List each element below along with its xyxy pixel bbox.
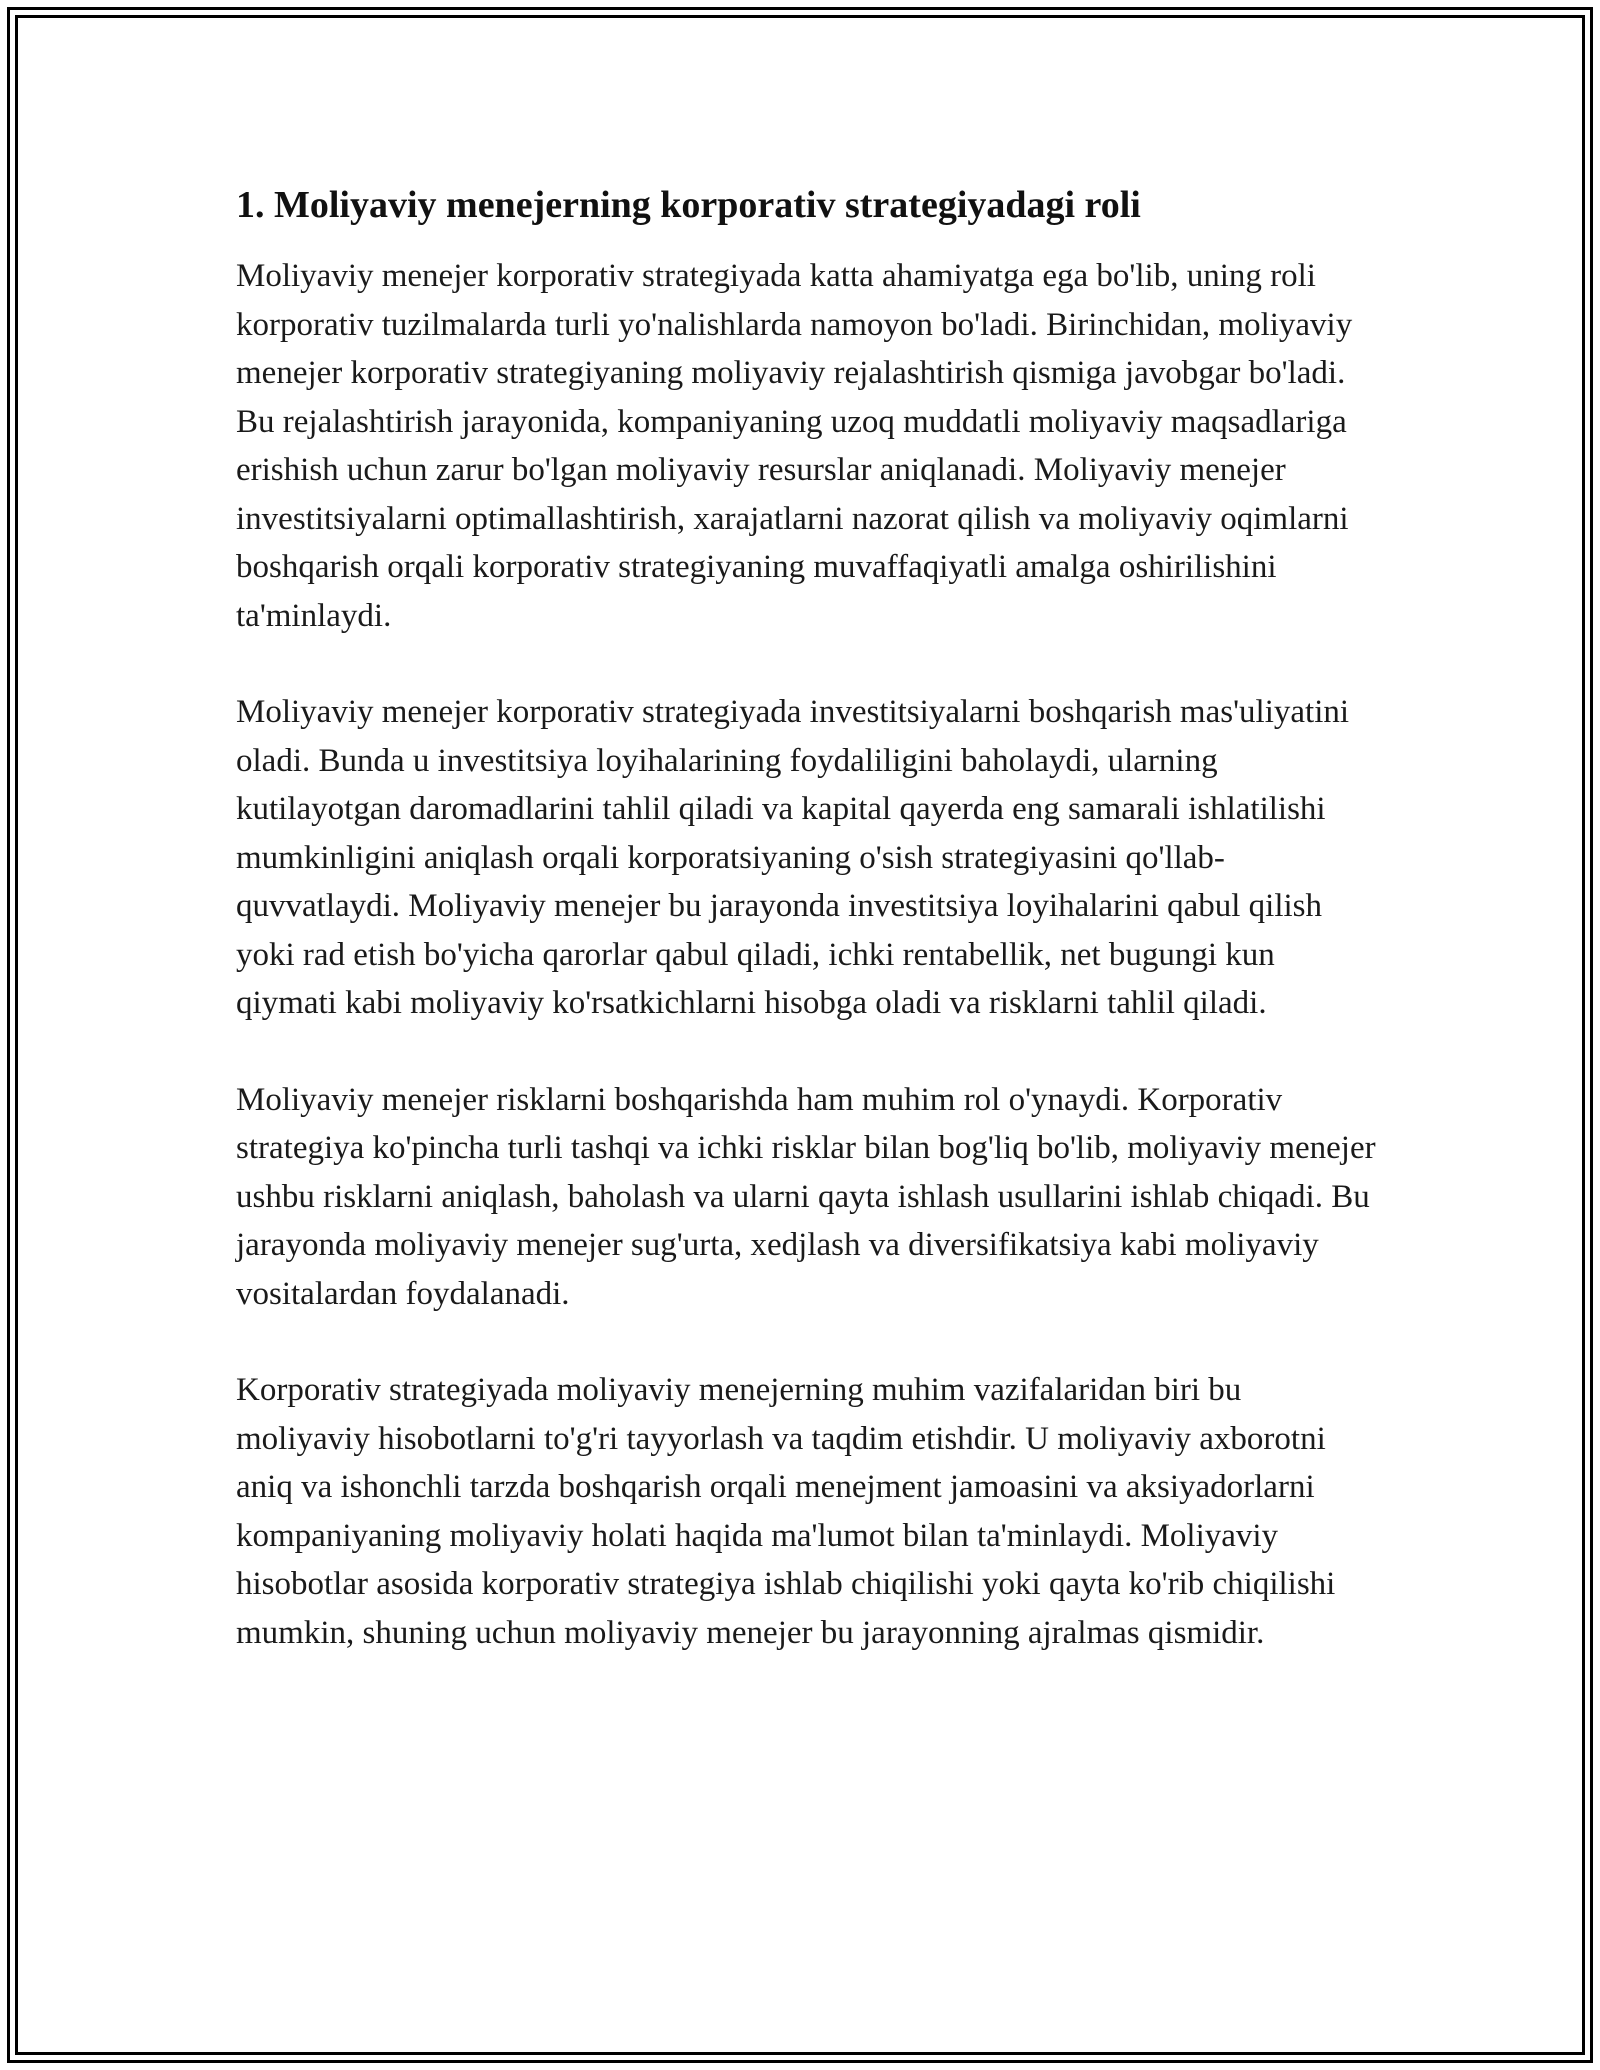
paragraph-financial-planning: Moliyaviy menejer korporativ strategiyada katta ahamiyatga ega bo'lib, uning roli korporativ tuzilmalarda turli yo'nalishlarda namoyon bo'ladi. Birinchidan, moliyaviy menejer korporativ strategiyaning moliyaviy rejalashtirish qismiga javobgar bo'ladi. Bu rejalashtirish jarayonida, kompaniyaning uzoq muddatli moliyaviy maqsadlariga erishish uchun zarur bo'lgan moliyaviy resurslar aniqlanadi. Moliyaviy menejer investitsiyalarni optimallashtirish, xarajatlarni nazorat qilish va moliyaviy oqimlarni boshqarish orqali korporativ strategiyaning muvaffaqiyatli amalga oshirilishini ta'minlaydi. — [236, 258, 1353, 634]
paragraph-investment-management: Moliyaviy menejer korporativ strategiyada investitsiyalarni boshqarish mas'uliyatini oladi. Bunda u investitsiya loyihalarining foydaliligini baholaydi, ularning kutilayotgan daromadlarini tahlil qiladi va kapital qayerda eng samarali ishlatilishi mumkinligini aniqlash orqali korporatsiyaning o'sish strategiyasini qo'llab-quvvatlaydi. Moliyaviy menejer bu jarayonda investitsiya loyihalarini qabul qilish yoki rad etish bo'yicha qarorlar qabul qiladi, ichki rentabellik, net bugungi kun qiymati kabi moliyaviy ko'rsatkichlarni hisobga oladi va risklarni tahlil qiladi. — [236, 694, 1350, 1021]
paragraph-risk-management: Moliyaviy menejer risklarni boshqarishda ham muhim rol o'ynaydi. Korporativ strategiya ko'pincha turli tashqi va ichki risklar bilan bog'liq bo'lib, moliyaviy menejer ushbu risklarni aniqlash, baholash va ularni qayta ishlash usullarini ishlab chiqadi. Bu jarayonda moliyaviy menejer sug'urta, xedjlash va diversifikatsiya kabi moliyaviy vositalardan foydalanadi. — [236, 1081, 1376, 1312]
section-heading: 1. Moliyaviy menejerning korporativ strategiyadagi roli — [236, 184, 1141, 226]
paragraph-financial-reporting: Korporativ strategiyada moliyaviy menejerning muhim vazifalaridan biri bu moliyaviy hisobotlarni to'g'ri tayyorlash va taqdim etishdir. U moliyaviy axborotni aniq va ishonchli tarzda boshqarish orqali menejment jamoasini va aksiyadorlarni kompaniyaning moliyaviy holati haqida ma'lumot bilan ta'minlaydi. Moliyaviy hisobotlar asosida korporativ strategiya ishlab chiqilishi yoki qayta ko'rib chiqilishi mumkin, shuning uchun moliyaviy menejer bu jarayonning ajralmas qismidir. — [236, 1372, 1336, 1651]
document-body — [236, 180, 1376, 1657]
